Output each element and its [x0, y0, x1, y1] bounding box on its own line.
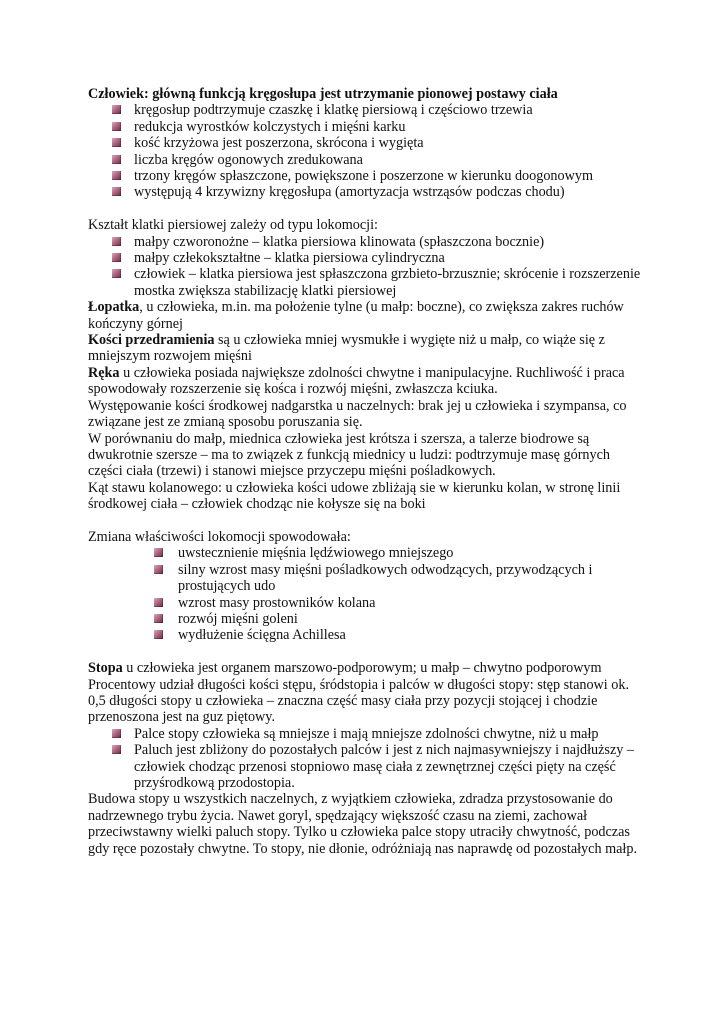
- hand-paragraph: Ręka u człowieka posiada największe zdolności chwytne i manipulacyjne. Ruchliwość i praca spowodowały rozszerzenie się kośca i rozwój mięśni, zwłaszcza kciuka.: [88, 364, 625, 398]
- square-bullet-icon: [112, 122, 121, 131]
- square-bullet-icon: [112, 745, 121, 754]
- list-item: Palce stopy człowieka są mniejsze i mają mniejsze zdolności chwytne, niż u małp: [88, 726, 648, 742]
- lopatka-paragraph: Łopatka, u człowieka, m.in. ma położenie tylne (u małp: boczne), co zwiększa zakres ruchów kończyny górnej: [88, 299, 624, 332]
- square-bullet-icon: [112, 269, 121, 278]
- list-item: wzrost masy prostowników kolana: [88, 595, 648, 611]
- square-bullet-icon: [112, 171, 121, 180]
- square-bullet-icon: [112, 187, 121, 196]
- forearm-paragraph: Kości przedramienia są u człowieka mniej wysmukłe i wygięte niż u małp, co wiąże się z mniejszym rozwojem mięśni: [88, 332, 605, 365]
- square-bullet-icon: [154, 614, 163, 623]
- list-item: trzony kręgów spłaszczone, powiększone i poszerzone w kierunku doogonowym: [88, 168, 648, 184]
- list-item: liczba kręgów ogonowych zredukowana: [88, 152, 648, 168]
- toes-list: [88, 726, 648, 792]
- square-bullet-icon: [112, 729, 121, 738]
- ribcage-intro: Kształt klatki piersiowej zależy od typu lokomocji:: [88, 217, 378, 234]
- list-item: kręgosłup podtrzymuje czaszkę i klatkę piersiową i częściowo trzewia: [88, 102, 648, 118]
- list-item: małpy człekokształtne – klatka piersiowa cylindryczna: [88, 250, 648, 266]
- spine-list: [88, 102, 648, 200]
- locomotion-intro: Zmiana właściwości lokomocji spowodowała:: [88, 528, 351, 545]
- square-bullet-icon: [154, 565, 163, 574]
- foot-proportions-paragraph: Procentowy udział długości kości stępu, śródstopia i palców w długości stopy: stęp stanowi ok. 0,5 długości stopy u człowieka – znaczna część masy ciała przy pozycji stojącej i chodzie przenoszona jest na guz piętowy.: [88, 676, 630, 726]
- list-item: wydłużenie ścięgna Achillesa: [88, 627, 648, 643]
- document-page: [88, 86, 648, 857]
- locomotion-list: [88, 545, 648, 643]
- square-bullet-icon: [154, 630, 163, 639]
- list-item: rozwój mięśni goleni: [88, 611, 648, 627]
- list-item: małpy czworonożne – klatka piersiowa klinowata (spłaszczona bocznie): [88, 234, 648, 250]
- square-bullet-icon: [112, 253, 121, 262]
- square-bullet-icon: [112, 138, 121, 147]
- knee-paragraph: Kąt stawu kolanowego: u człowieka kości udowe zbliżają sie w kierunku kolan, w stronę linii środkowej ciała – człowiek chodząc nie kołysze się na boki: [88, 479, 621, 513]
- ribcage-list: [88, 234, 648, 300]
- list-item: Paluch jest zbliżony do pozostałych palców i jest z nich najmasywniejszy i najdłuższy – człowiek chodząc przenosi stopniowo masę ciała z zewnętrznej części pięty na część przyśrodkową przodostopia.: [88, 742, 648, 791]
- list-item: występują 4 krzywizny kręgosłupa (amortyzacja wstrząsów podczas chodu): [88, 184, 648, 200]
- list-item: kość krzyżowa jest poszerzona, skrócona i wygięta: [88, 135, 648, 151]
- wrist-paragraph: Występowanie kości środkowej nadgarstka u naczelnych: brak jej u człowieka i szympansa, co związane jest ze zmianą sposobu poruszania się.: [88, 397, 627, 431]
- foot-structure-paragraph: Budowa stopy u wszystkich naczelnych, z wyjątkiem człowieka, zdradza przystosowanie do nadrzewnego trybu życia. Nawet goryl, spędzający większość czasu na ziemi, zachował przeciwstawny wielki paluch stopy. Tylko u człowieka palce stopy utraciły chwytność, podczas gdy ręce pozostały chwytne. To stopy, nie dłonie, odróżniają nas naprawdę od pozostałych małp.: [88, 791, 638, 857]
- square-bullet-icon: [112, 105, 121, 114]
- section-title: Człowiek: główną funkcją kręgosłupa jest utrzymanie pionowej postawy ciała: [88, 86, 558, 102]
- square-bullet-icon: [154, 548, 163, 557]
- square-bullet-icon: [112, 237, 121, 246]
- foot-paragraph: Stopa u człowieka jest organem marszowo-podporowym; u małp – chwytno podporowym: [88, 660, 602, 677]
- list-item: człowiek – klatka piersiowa jest spłaszczona grzbieto-brzusznie; skrócenie i rozszerzenie mostka zwiększa stabilizację klatki piersiowej: [88, 266, 648, 299]
- list-item: silny wzrost masy mięśni pośladkowych odwodzących, przywodzących i prostujących udo: [88, 562, 648, 595]
- list-item: uwstecznienie mięśnia lędźwiowego mniejszego: [88, 545, 648, 561]
- square-bullet-icon: [112, 155, 121, 164]
- square-bullet-icon: [154, 598, 163, 607]
- pelvis-paragraph: W porównaniu do małp, miednica człowieka jest krótsza i szersza, a talerze biodrowe są dwukrotnie szersze – ma to związek z funkcją miednicy u ludzi: podtrzymuje masę górnych części ciała (trzewi) i stanowi miejsce przyczepu mięśni pośladkowych.: [88, 430, 611, 480]
- list-item: redukcja wyrostków kolczystych i mięśni karku: [88, 119, 648, 135]
